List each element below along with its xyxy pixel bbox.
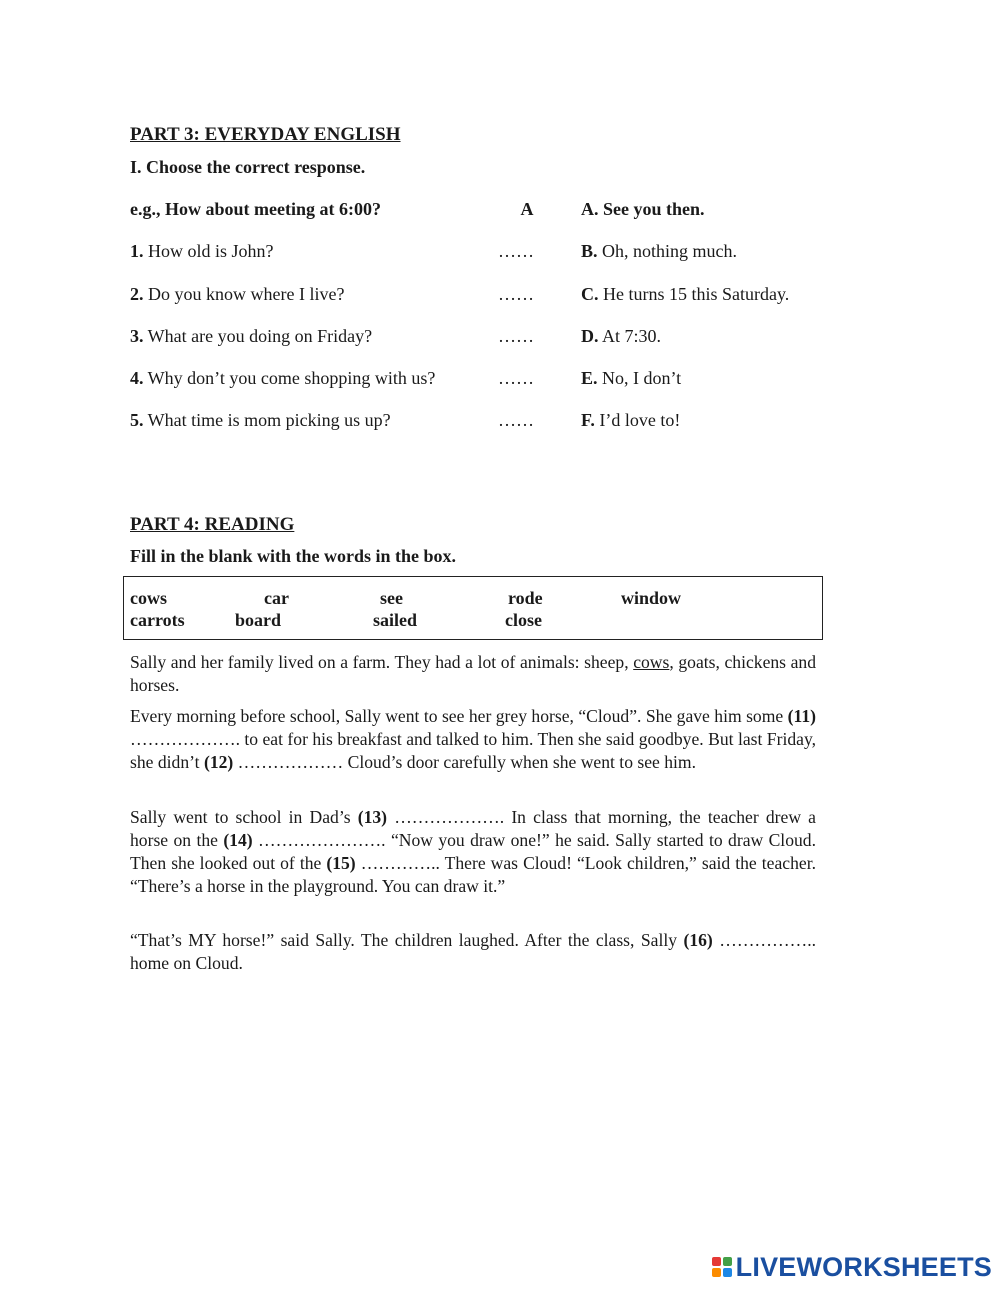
part3-instruction: I. Choose the correct response. — [130, 157, 366, 177]
answer-blank-5[interactable]: …… — [498, 410, 534, 430]
logo-text: LIVEWORKSHEETS — [735, 1251, 992, 1282]
answer-blank-4[interactable]: …… — [498, 368, 534, 388]
option-text: At 7:30. — [598, 326, 662, 346]
reading-paragraph-1 — [130, 651, 816, 697]
option-letter: C. — [581, 284, 599, 304]
blank-number-14: (14) — [223, 830, 253, 850]
option-text: See you then. — [598, 199, 705, 219]
option-b — [581, 241, 737, 262]
reading-paragraph-3 — [130, 806, 816, 898]
blank-number-15: (15) — [326, 853, 356, 873]
option-text: Oh, nothing much. — [597, 241, 738, 261]
question-2 — [130, 284, 344, 305]
option-c — [581, 284, 789, 305]
blank-number-11: (11) — [787, 706, 816, 726]
paragraph-text: ………………. to eat for his breakfast and talked to him. Then she said goodbye. But last Friday, she didn’t — [130, 729, 816, 772]
example-question: e.g., How about meeting at 6:00? — [130, 199, 381, 219]
option-letter: A. — [581, 199, 599, 219]
paragraph-text: Every morning before school, Sally went to see her grey horse, “Cloud”. She gave him some — [130, 706, 788, 726]
paragraph-text: ……………… Cloud’s door carefully when she went to see him. — [233, 752, 697, 772]
word-box-item: board — [235, 610, 282, 630]
answer-blank-1[interactable]: …… — [498, 241, 534, 261]
blank-number-16: (16) — [683, 930, 713, 950]
word-box-item: see — [380, 588, 403, 608]
option-text: I’d love to! — [594, 410, 681, 430]
word-box — [123, 576, 823, 640]
question-text: How old is John? — [143, 241, 274, 261]
option-text: No, I don’t — [597, 368, 682, 388]
option-a — [581, 199, 705, 220]
question-number: 1. — [130, 241, 144, 261]
blank-number-12: (12) — [203, 752, 234, 772]
option-letter: D. — [581, 326, 599, 346]
option-letter: F. — [581, 410, 595, 430]
word-box-item: carrots — [130, 610, 185, 630]
liveworksheets-logo — [712, 1253, 992, 1281]
question-5 — [130, 410, 391, 431]
logo-icon — [712, 1257, 732, 1277]
paragraph-text: …………….. home on Cloud. — [130, 930, 817, 973]
reading-paragraph-4 — [130, 929, 816, 975]
example-word: cows — [633, 652, 670, 672]
word-box-item: sailed — [373, 610, 418, 630]
option-f — [581, 410, 680, 431]
word-box-item: car — [264, 588, 289, 608]
answer-blank-3[interactable]: …… — [498, 326, 534, 346]
part4-instruction: Fill in the blank with the words in the box. — [130, 546, 457, 566]
option-letter: E. — [581, 368, 598, 388]
option-d — [581, 326, 661, 347]
question-number: 4. — [130, 368, 144, 388]
question-text: Why don’t you come shopping with us? — [143, 368, 436, 388]
question-1 — [130, 241, 274, 262]
answer-blank-2[interactable]: …… — [498, 284, 534, 304]
word-box-item: rode — [508, 588, 543, 608]
question-text: What are you doing on Friday? — [143, 326, 373, 346]
reading-paragraph-2 — [130, 705, 816, 774]
option-letter: B. — [581, 241, 598, 261]
part3-title: PART 3: EVERYDAY ENGLISH — [130, 124, 401, 145]
question-number: 3. — [130, 326, 144, 346]
word-box-item: cows — [130, 588, 167, 608]
option-e — [581, 368, 681, 389]
blank-number-13: (13) — [357, 807, 388, 827]
word-box-item: close — [505, 610, 542, 630]
part4-title: PART 4: READING — [130, 514, 295, 535]
paragraph-text: Sally went to school in Dad’s — [130, 807, 358, 827]
question-number: 5. — [130, 410, 144, 430]
option-text: He turns 15 this Saturday. — [598, 284, 790, 304]
example-answer: A — [520, 199, 534, 219]
paragraph-text: ………….. There was Cloud! “Look children,” said the teacher. “There’s a horse in the playground. You can draw it.” — [130, 853, 816, 896]
paragraph-text: …………………. “Now you draw one!” he said. Sally started to draw Cloud. Then she looked out of the — [130, 830, 816, 873]
question-text: Do you know where I live? — [143, 284, 345, 304]
question-number: 2. — [130, 284, 144, 304]
paragraph-text: Sally and her family lived on a farm. They had a lot of animals: sheep, — [130, 652, 634, 672]
question-4 — [130, 368, 435, 389]
paragraph-text: , goats, chickens and horses. — [130, 652, 817, 695]
word-box-item: window — [621, 588, 682, 608]
paragraph-text: “That’s MY horse!” said Sally. The children laughed. After the class, Sally — [130, 930, 684, 950]
question-3 — [130, 326, 372, 347]
question-text: What time is mom picking us up? — [143, 410, 391, 430]
paragraph-text: ………………. In class that morning, the teacher drew a horse on the — [130, 807, 816, 850]
